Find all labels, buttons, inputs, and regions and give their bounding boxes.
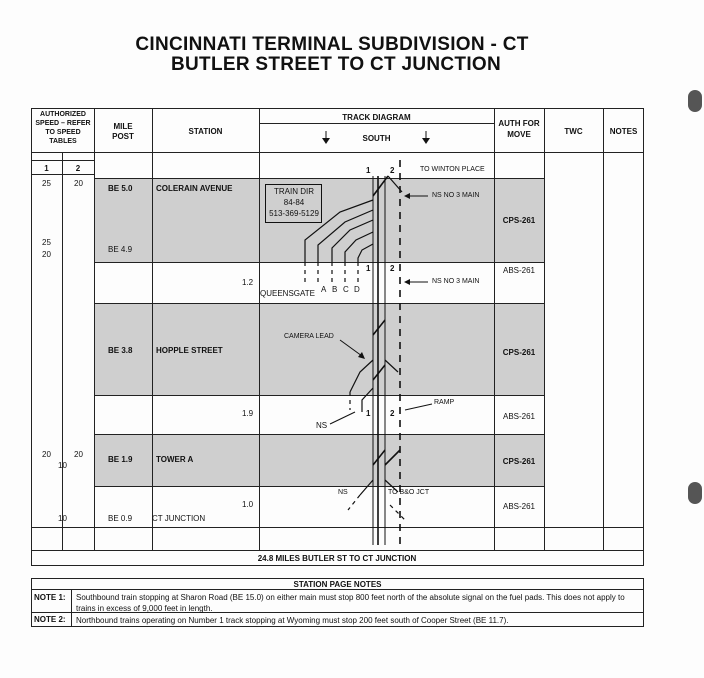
ns-label-ramp: NS [316, 421, 328, 430]
auth-hopple: CPS-261 [502, 348, 536, 357]
track-2-label-ramp: 2 [390, 409, 395, 418]
queensgate-label: QUEENSGATE [260, 289, 315, 298]
auth-tower: CPS-261 [502, 457, 536, 466]
header-milepost: MILE POST [112, 122, 134, 141]
station-ctjct: CT JUNCTION [152, 514, 206, 523]
station-hopple: HOPPLE STREET [156, 346, 223, 355]
auth-ctjct: ABS-261 [502, 502, 536, 511]
header-track-diagram: TRACK DIAGRAM [342, 113, 411, 122]
ramp-label: RAMP [434, 399, 455, 406]
header-twc: TWC [564, 127, 583, 136]
train-dir-line2: 84-84 [283, 198, 305, 207]
track-2-label: 2 [390, 166, 395, 175]
station-colerain: COLERAIN AVENUE [156, 184, 233, 193]
milepost2-colerain: BE 4.9 [108, 245, 133, 254]
milepost2-ctjct: BE 0.9 [108, 514, 133, 523]
station-tower: TOWER A [156, 455, 194, 464]
header-speed-col1: 1 [44, 164, 49, 173]
header-auth: AUTH FOR MOVE [498, 119, 540, 139]
ns-main-label-2: NS NO 3 MAIN [432, 278, 480, 285]
note-2-text: Northbound trains operating on Number 1 track stopping at Wyoming must stop 200 feet south of Cooper Street (BE 11.7). [76, 616, 509, 625]
camera-lead-label: CAMERA LEAD [284, 333, 334, 340]
milepost-ctjct: 1.0 [242, 500, 254, 509]
ns-label-ctjct: NS [338, 489, 348, 496]
header-speed-col2: 2 [75, 164, 81, 173]
to-winton-place: TO WINTON PLACE [420, 166, 485, 173]
speed2-colerain: 20 [74, 179, 83, 188]
track-2-label-queensgate: 2 [390, 264, 395, 273]
yard-track-d: D [354, 285, 360, 294]
header-direction: SOUTH [362, 134, 391, 143]
note-1-text: Southbound train stopping at Sharon Road (BE 15.0) on either main must stop 800 feet north of the absolute signal on the fuel pads. This does not apply to trains in excess of 9,000 feet in length. [76, 593, 625, 613]
station-notes-title: STATION PAGE NOTES [293, 580, 382, 589]
speed1-tower: 20 [42, 450, 51, 459]
auth-queensgate: ABS-261 [502, 266, 536, 275]
speed1-ctjct: 10 [58, 514, 67, 523]
page-subtitle: BUTLER STREET TO CT JUNCTION [171, 54, 501, 75]
milepost-ramp: 1.9 [242, 409, 254, 418]
milepost-colerain: BE 5.0 [108, 184, 133, 193]
train-dir-line1: TRAIN DIR [274, 187, 314, 196]
milepost-tower: BE 1.9 [108, 455, 133, 464]
yard-track-a: A [321, 285, 327, 294]
ns-main-label-1: NS NO 3 MAIN [432, 192, 480, 199]
header-speed: AUTHORIZED SPEED – REFER TO SPEED TABLES [35, 111, 91, 145]
auth-colerain: CPS-261 [502, 216, 536, 225]
header-station: STATION [188, 127, 223, 136]
speed1b-colerain: 25 [42, 238, 51, 247]
track-1-label-queensgate: 1 [366, 264, 371, 273]
speed1c-colerain: 20 [42, 250, 51, 259]
yard-track-c: C [343, 285, 349, 294]
to-bo-jct-label: TO B&O JCT [388, 489, 430, 496]
speed2-tower: 20 [74, 450, 83, 459]
auth-ramp: ABS-261 [502, 412, 536, 421]
yard-track-b: B [332, 285, 338, 294]
track-1-label-ramp: 1 [366, 409, 371, 418]
footer-distance: 24.8 MILES BUTLER ST TO CT JUNCTION [257, 554, 417, 563]
speed1b-tower: 10 [58, 461, 67, 470]
milepost-hopple: BE 3.8 [108, 346, 133, 355]
page-title: CINCINNATI TERMINAL SUBDIVISION - CT [135, 34, 529, 55]
train-dir-line3: 513-369-5129 [269, 209, 319, 218]
note-1-label: NOTE 1: [34, 593, 66, 602]
note-2-label: NOTE 2: [34, 615, 66, 624]
header-notes: NOTES [609, 127, 638, 136]
milepost-queensgate: 1.2 [242, 278, 254, 287]
speed1-colerain: 25 [42, 179, 51, 188]
track-1-label: 1 [366, 166, 371, 175]
